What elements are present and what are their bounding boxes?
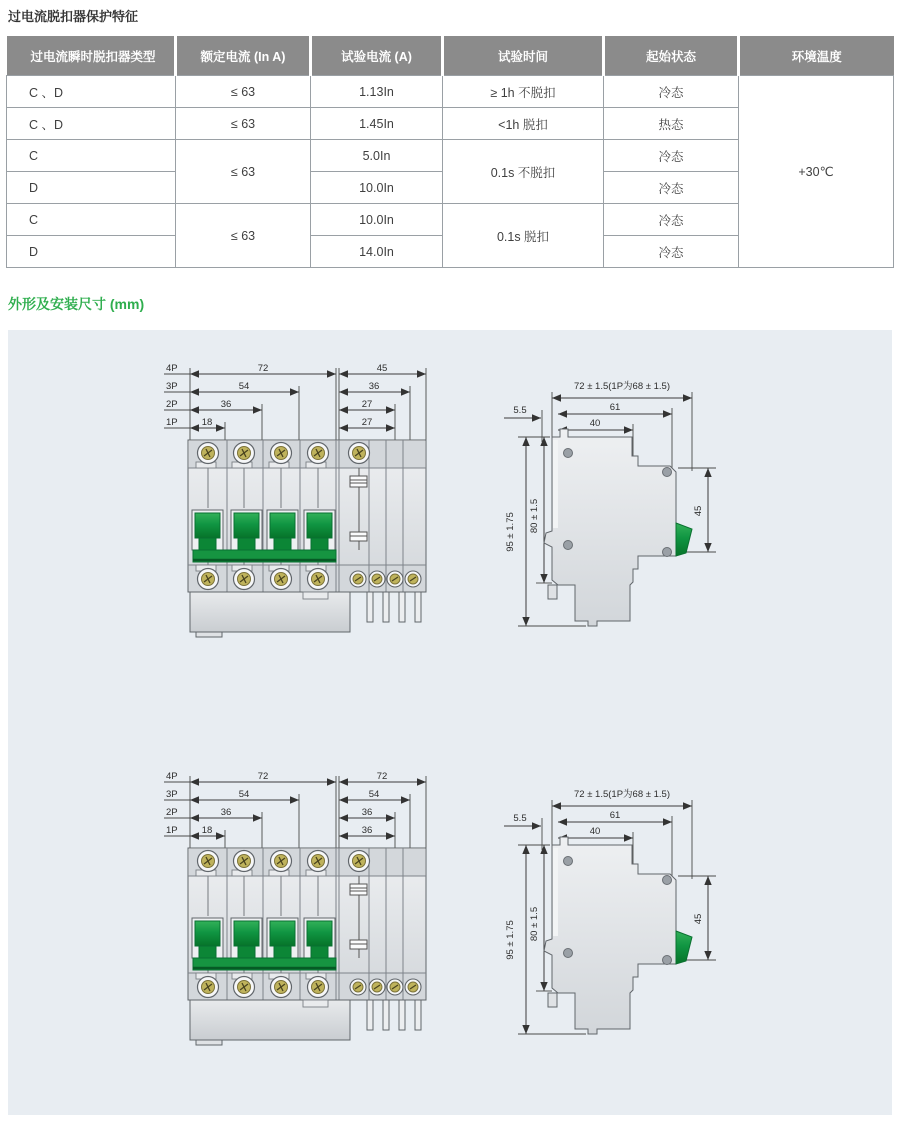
dim-label: 40 [589, 418, 601, 429]
cell-test-current: 10.0In [311, 204, 443, 236]
cell-type: C [7, 204, 176, 236]
cell-rated-current: ≤ 63 [176, 204, 311, 268]
cell-test-time: <1h 脱扣 [443, 108, 604, 140]
cell-initial-state: 热态 [604, 108, 739, 140]
dim-label: 18 [201, 825, 213, 836]
dim-label: 45 [693, 913, 704, 925]
front-dimensions [164, 363, 426, 440]
dim-label: 80 ± 1.5 [529, 906, 540, 942]
table-header-row [7, 36, 894, 76]
dim-label: 18 [201, 417, 213, 428]
pole-label: 1P [166, 825, 178, 836]
pole-label: 4P [166, 771, 178, 782]
dim-label: 27 [361, 399, 373, 410]
dim-label: 80 ± 1.5 [529, 498, 540, 534]
dim-label: 54 [238, 381, 250, 392]
dim-label: 72 ± 1.5(1P为68 ± 1.5) [574, 789, 670, 800]
pole-label: 3P [166, 381, 178, 392]
col-header-ambient-temp: 环境温度 [739, 36, 894, 76]
col-header-test-current: 试验电流 (A) [311, 36, 443, 76]
dim-label: 5.5 [513, 405, 527, 416]
cell-test-time: 0.1s 脱扣 [443, 204, 604, 268]
dim-label: 36 [368, 381, 380, 392]
breaker-front-body [188, 848, 426, 1045]
pole-label: 3P [166, 789, 178, 800]
dim-label: 36 [220, 399, 232, 410]
dimensions-section-title: 外形及安装尺寸 (mm) [8, 296, 145, 312]
dim-label: 61 [609, 402, 621, 413]
pole-label: 2P [166, 807, 178, 818]
cell-type: C [7, 140, 176, 172]
dim-label: 72 [257, 363, 269, 374]
front-dimensions [164, 771, 426, 848]
cell-rated-current: ≤ 63 [176, 140, 311, 204]
cell-rated-current: ≤ 63 [176, 76, 311, 108]
connection-pins [367, 592, 421, 622]
toggle-handle-side [676, 523, 692, 556]
breaker-side-body [544, 837, 692, 1034]
cell-initial-state: 冷态 [604, 236, 739, 268]
table-row [7, 76, 894, 108]
connection-pins [367, 1000, 421, 1030]
dim-label: 61 [609, 810, 621, 821]
din-mount-block [190, 1000, 350, 1045]
cell-rated-current: ≤ 63 [176, 108, 311, 140]
col-header-initial-state: 起始状态 [604, 36, 739, 76]
cell-test-current: 1.45In [311, 108, 443, 140]
cell-type: D [7, 236, 176, 268]
cell-type: D [7, 172, 176, 204]
dim-label: 95 ± 1.75 [505, 512, 516, 552]
cell-test-current: 14.0In [311, 236, 443, 268]
dim-label: 36 [361, 825, 373, 836]
dim-label: 95 ± 1.75 [505, 920, 516, 960]
col-header-type: 过电流瞬时脱扣器类型 [7, 36, 176, 76]
cell-initial-state: 冷态 [604, 76, 739, 108]
cell-test-current: 10.0In [311, 172, 443, 204]
drawings-panel [8, 330, 892, 1115]
dim-label: 45 [376, 363, 388, 374]
dim-label: 45 [693, 505, 704, 517]
cell-type: C 、D [7, 108, 176, 140]
cell-initial-state: 冷态 [604, 140, 739, 172]
side-view-drawing-bottom [492, 784, 732, 1054]
dim-label: 72 [257, 771, 269, 782]
col-header-test-time: 试验时间 [443, 36, 604, 76]
dim-label: 40 [589, 826, 601, 837]
dim-label: 72 ± 1.5(1P为68 ± 1.5) [574, 381, 670, 392]
dim-label: 54 [238, 789, 250, 800]
cell-initial-state: 冷态 [604, 204, 739, 236]
cell-test-current: 5.0In [311, 140, 443, 172]
dim-label: 27 [361, 417, 373, 428]
cell-ambient-temp: +30℃ [739, 76, 894, 268]
dim-label: 36 [220, 807, 232, 818]
dim-label: 36 [361, 807, 373, 818]
dim-label: 5.5 [513, 813, 527, 824]
breaker-front-body [188, 440, 426, 637]
cell-test-time: 0.1s 不脱扣 [443, 140, 604, 204]
cell-test-time: ≥ 1h 不脱扣 [443, 76, 604, 108]
pole-label: 2P [166, 399, 178, 410]
side-view-drawing-top [492, 376, 732, 646]
breaker-side-body [544, 429, 692, 626]
pole-label: 1P [166, 417, 178, 428]
cell-test-current: 1.13In [311, 76, 443, 108]
page-title: 过电流脱扣器保护特征 [8, 9, 139, 24]
dim-label: 54 [368, 789, 380, 800]
protection-characteristics-table [6, 36, 894, 268]
cell-type: C 、D [7, 76, 176, 108]
dim-label: 72 [376, 771, 388, 782]
din-mount-block [190, 592, 350, 637]
col-header-rated-current: 额定电流 (In A) [176, 36, 311, 76]
front-view-drawing-top [160, 356, 432, 640]
pole-label: 4P [166, 363, 178, 374]
cell-initial-state: 冷态 [604, 172, 739, 204]
front-view-drawing-bottom [160, 764, 432, 1048]
toggle-handle-side [676, 931, 692, 964]
